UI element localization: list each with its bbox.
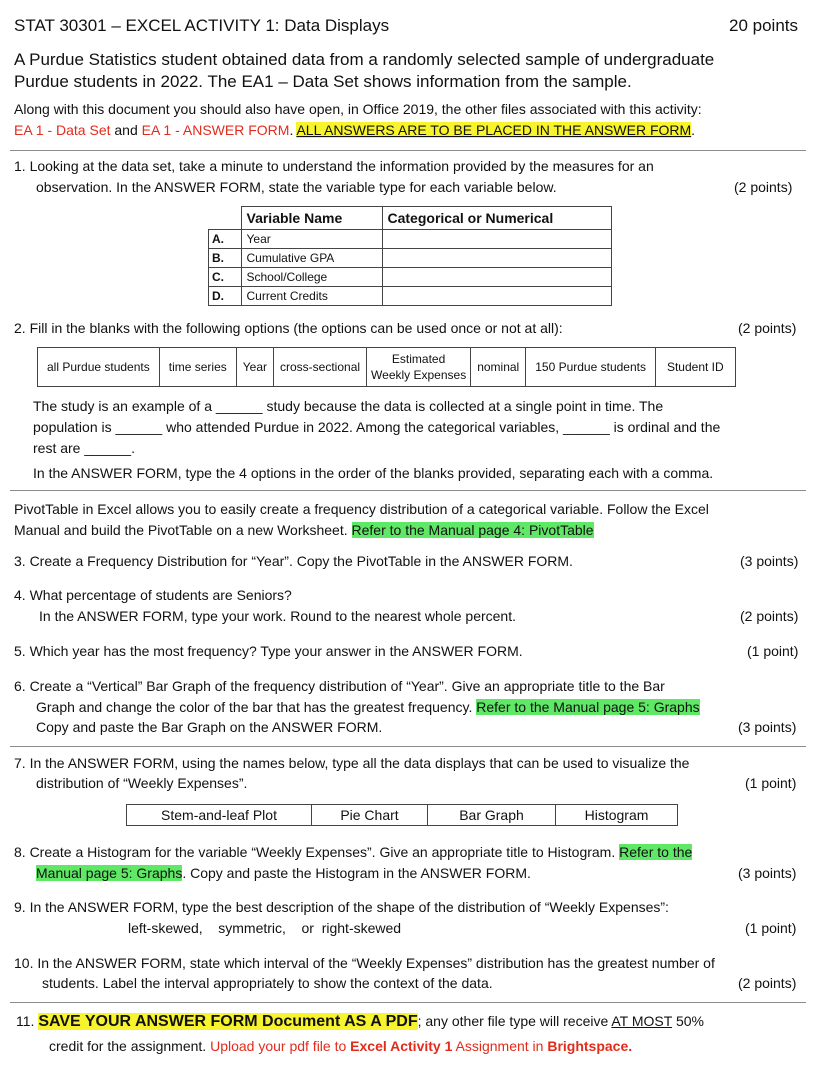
q8-line-1: 8. Create a Histogram for the variable “Weekly Expenses”. Give an appropriate title to Histogram. Refer to the <box>14 844 693 860</box>
q7-points: (1 point) <box>745 775 797 791</box>
q10-points: (2 points) <box>738 975 797 991</box>
table-row: C. School/College <box>209 268 612 287</box>
type-answer-cell[interactable] <box>382 249 611 268</box>
q2-paragraph-1: The study is an example of a ______ study because the data is collected at a single point in time. The <box>33 398 664 414</box>
save-as-pdf-notice: SAVE YOUR ANSWER FORM Document AS A PDF <box>38 1013 418 1030</box>
all-answers-notice: ALL ANSWERS ARE TO BE PLACED IN THE ANSWER FORM <box>296 122 692 138</box>
q6-line-3: Copy and paste the Bar Graph on the ANSWER FORM. <box>36 719 383 735</box>
q6-line-2: Graph and change the color of the bar that has the greatest frequency. Refer to the Manual page 5: Graphs <box>36 699 700 715</box>
q11-line-1: 11. SAVE YOUR ANSWER FORM Document AS A PDF; any other file type will receive AT MOST 50% <box>16 1013 704 1030</box>
q8-line-2: Manual page 5: Graphs. Copy and paste the Histogram in the ANSWER FORM. <box>36 865 531 881</box>
q2-points: (2 points) <box>738 320 797 336</box>
q2-line-1: 2. Fill in the blanks with the following options (the options can be used once or not at all): <box>14 320 563 336</box>
divider <box>10 1002 806 1003</box>
table-row: D. Current Credits <box>209 287 612 306</box>
option-cell: Estimated Weekly Expenses <box>367 348 471 387</box>
manual-reference-pivottable: Refer to the Manual page 4: PivotTable <box>351 522 594 538</box>
manual-reference-graphs: Refer to the Manual page 5: Graphs <box>476 699 700 715</box>
and-word: and <box>114 122 138 138</box>
total-points: 20 points <box>729 16 798 35</box>
q2-paragraph-4: In the ANSWER FORM, type the 4 options in the order of the blanks provided, separating each with a comma. <box>33 465 714 481</box>
type-answer-cell[interactable] <box>382 268 611 287</box>
option-cell: cross-sectional <box>274 348 367 387</box>
q1-line-2: observation. In the ANSWER FORM, state the variable type for each variable below. <box>36 179 557 195</box>
display-option: Pie Chart <box>312 805 428 826</box>
divider <box>10 150 806 151</box>
option-cell: Student ID <box>655 348 735 387</box>
q7-line-1: 7. In the ANSWER FORM, using the names below, type all the data displays that can be used to visualize the <box>14 755 690 771</box>
table-row: A. Year <box>209 230 612 249</box>
q10-line-2: students. Label the interval appropriately to show the context of the data. <box>42 975 493 991</box>
q9-line-1: 9. In the ANSWER FORM, type the best description of the shape of the distribution of “Weekly Expenses”: <box>14 899 669 915</box>
q8-points: (3 points) <box>738 865 797 881</box>
option-cell: Year <box>236 348 273 387</box>
divider <box>10 746 806 747</box>
divider <box>10 490 806 491</box>
option-cell: all Purdue students <box>38 348 160 387</box>
option-cell: time series <box>159 348 236 387</box>
q5-points: (1 point) <box>747 643 799 659</box>
option-cell: 150 Purdue students <box>526 348 656 387</box>
q7-line-2: distribution of “Weekly Expenses”. <box>36 775 248 791</box>
variable-type-header: Categorical or Numerical <box>382 207 611 230</box>
data-displays-table <box>126 804 678 826</box>
q2-paragraph-2: population is ______ who attended Purdue in 2022. Among the categorical variables, ______ is ordinal and the <box>33 419 721 435</box>
intro-line-1: A Purdue Statistics student obtained data from a randomly selected sample of undergraduate <box>14 50 715 69</box>
q9-choices: left-skewed, symmetric, or right-skewed <box>128 920 402 936</box>
files-line-2: EA 1 - Data Set and EA 1 - ANSWER FORM. ALL ANSWERS ARE TO BE PLACED IN THE ANSWER FORM. <box>14 122 696 138</box>
type-answer-cell[interactable] <box>382 230 611 249</box>
answer-form-file: EA 1 - ANSWER FORM <box>141 122 290 138</box>
option-cell: nominal <box>471 348 526 387</box>
variable-name-header: Variable Name <box>241 207 382 230</box>
type-answer-cell[interactable] <box>382 287 611 306</box>
q10-line-1: 10. In the ANSWER FORM, state which interval of the “Weekly Expenses” distribution has the greatest number of <box>14 955 715 971</box>
q4-points: (2 points) <box>740 608 799 624</box>
display-option: Bar Graph <box>428 805 556 826</box>
q6-points: (3 points) <box>738 719 797 735</box>
options-table <box>37 347 736 387</box>
files-line: Along with this document you should also have open, in Office 2019, the other files associated with this activity: <box>14 101 702 117</box>
q5-text: 5. Which year has the most frequency? Type your answer in the ANSWER FORM. <box>14 643 523 659</box>
variable-table <box>208 206 612 306</box>
display-option: Stem-and-leaf Plot <box>127 805 312 826</box>
manual-reference-graphs: Refer to the <box>619 844 693 860</box>
q11-line-2: credit for the assignment. Upload your pdf file to Excel Activity 1 Assignment in Brightspace. <box>49 1038 633 1054</box>
q6-line-1: 6. Create a “Vertical” Bar Graph of the frequency distribution of “Year”. Give an appropriate title to the Bar <box>14 678 665 694</box>
q3-points: (3 points) <box>740 553 799 569</box>
q2-paragraph-3: rest are ______. <box>33 440 135 456</box>
pivot-line-1: PivotTable in Excel allows you to easily create a frequency distribution of a categorical variable. Follow the Excel <box>14 501 709 517</box>
document-title: STAT 30301 – EXCEL ACTIVITY 1: Data Displays <box>14 16 390 35</box>
q1-points: (2 points) <box>734 179 793 195</box>
q3-text: 3. Create a Frequency Distribution for “Year”. Copy the PivotTable in the ANSWER FORM. <box>14 553 573 569</box>
q4-line-2: In the ANSWER FORM, type your work. Round to the nearest whole percent. <box>39 608 516 624</box>
q1-line-1: 1. Looking at the data set, take a minute to understand the information provided by the measures for an <box>14 158 654 174</box>
data-set-file: EA 1 - Data Set <box>14 122 111 138</box>
table-row: B. Cumulative GPA <box>209 249 612 268</box>
pivot-line-2: Manual and build the PivotTable on a new Worksheet. Refer to the Manual page 4: PivotTable <box>14 522 594 538</box>
display-option: Histogram <box>556 805 678 826</box>
q9-points: (1 point) <box>745 920 797 936</box>
intro-line-2: Purdue students in 2022. The EA1 – Data Set shows information from the sample. <box>14 72 632 91</box>
q4-line-1: 4. What percentage of students are Seniors? <box>14 587 292 603</box>
